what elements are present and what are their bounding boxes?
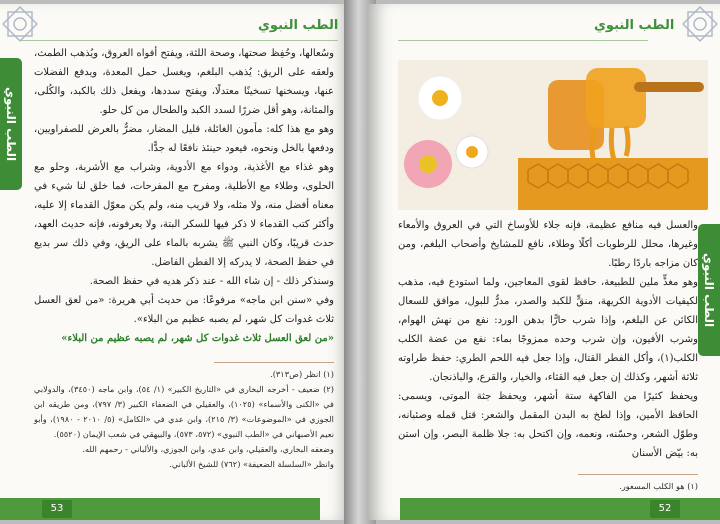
footnote: (٢) ضعيف - أخرجه البخاري في «التاريخ الكبير» (١/ ٥٤)، وابن ماجه (٣٤٥٠)، والدولابي في «الكنى والأسماء» (١٠٢٥)، والعقيلي في الضعفاء الكبير (٣/ ٧٩٧)، ومن طريقه ابن الجوزي في «الموضوعات» (٣/ ٢١٥)، وابن عدي في «الكامل» (٥/ ٢٠١٠ - ١٩٨٠)، وأبو نعيم الأصبهاني في «الطب النبوي» (٥٧٢، ٥٧٣)، والبيهقي في شعب الإيمان (٥٥٢٠). <box>34 384 334 439</box>
honey-photo <box>398 60 708 210</box>
paragraph: وهو غذاء مع الأغذية، ودواء مع الأدوية، وشراب مع الأشربة، وحلو مع الحلوى، وطلاء مع الأطلية، ومفرح مع المفرحات، فما خلق لنا شيء في معناه أفضل منه، ولا مثله، ولا قريب منه، ولم يكن معوّل القدماء إلا عليه، وأكثر كتب القدماء لا ذكر فيها للسكر البتة، ولا يعرفونه، فإنه حديث العهد، حدث قريبًا، وكان النبي ﷺ يشربه بالماء على الريق، وفي ذلك سر بديع في حفظ الصحة، لا يدركه إلا الفطن الفاضل. <box>34 162 334 268</box>
body-text <box>34 44 334 348</box>
footnotes <box>34 358 334 472</box>
paragraph: والعسل فيه منافع عظيمة، فإنه جلاء للأوساخ التي في العروق والأمعاء وغيرها، محلل للرطوبات أكلًا وطلاء، نافع للمشايخ وأصحاب البلغم، ومن كان مزاجه باردًا رطبًا. <box>398 220 698 269</box>
page-number: 53 <box>42 500 72 518</box>
footnote: وانظر «السلسلة الضعيفة» (٧٦٢) للشيخ الألباني. <box>169 459 334 469</box>
side-tab: الطب النبوي <box>698 224 720 356</box>
footnote: وضعفه البخاري، والعقيلي، وابن عدي، وابن الجوزي، والألباني - رحمهم الله. <box>82 444 334 454</box>
running-title: الطب النبوي <box>258 18 339 33</box>
footnote: (١) هو الكلب المسعور. <box>619 481 698 491</box>
paragraph: ويحفظ كثيرًا من الفاكهة ستة أشهر، ويحفظ جثة الموتى، ويسمى: الحافظ الأمين، وإذا لطخ به البدن المقمل والشعر: قتل قمله وصئبانه، وطوّل الشعر، وحسّنه، ونعمه، وإن اكتحل به: جلا ظلمة البصر، وإن استن به: بيّض الأسنان <box>398 391 698 459</box>
footnote: (١) انظر (ص٣١٣). <box>270 369 334 379</box>
footnotes <box>398 470 698 494</box>
footnote-rule <box>214 362 334 363</box>
running-title: الطب النبوي <box>594 18 675 33</box>
paragraph: وهو مغذٍّ ملين للطبيعة، حافظ لقوى المعاجين، ولما استودع فيه، مذهب لكيفيات الأدوية الكريهة، منقٍّ للكبد والصدر، مدرٌّ للبول، موافق للسعال الكائن عن البلغم، وإذا شرب حارًّا بدهن الورد: نفع من نهش الهوام، وشرب الأفيون، وإن شرب وحده ممزوجًا بماء: نفع من عضة الكلب الكلب(١)، وأكل الفطر القتال، وإذا جعل فيه اللحم الطري: حفظ طراوته ثلاثة أشهر، وكذلك إن جعل فيه القثاء، والخيار، والقرع، والباذنجان. <box>398 277 698 383</box>
header-rule <box>20 40 338 41</box>
paragraph: وسُعالها، وحُفِظ صحتها، وصحة اللثة، ويفتح أفواه العروق، ويُذهب الطمث، ولعقه على الريق: يُذهب البلغم، ويغسل حمل المعدة، ويدفع الفضلات عنها، ويسخنها تسخينًا معتدلًا، ويفتح سددها، ويفعل ذلك بالكبد، والكُلى، والمثانة، وهو أقل ضررًا لسدد الكبد والطحال من كل حلو. <box>34 48 334 116</box>
paragraph: وسنذكر ذلك - إن شاء الله - عند ذكر هديه في حفظ الصحة. <box>89 276 334 287</box>
left-page <box>0 4 352 520</box>
paragraph: وهو مع هذا كله: مأمون الغائلة، قليل المضار، مضرٌّ بالعرض للصفراويين، ودفعها بالخل ونحوه، فيعود حينئذ نافعًا له جدًّا. <box>34 124 334 154</box>
header-rule <box>398 40 648 41</box>
islamic-ornament-icon <box>680 4 720 44</box>
page-number: 52 <box>650 500 680 518</box>
footnote-rule <box>578 474 698 475</box>
body-text <box>398 216 698 463</box>
hadith-highlight: «من لعق العسل ثلاث غدوات كل شهر، لم يصبه عظيم من البلاء» <box>61 333 334 344</box>
islamic-ornament-icon <box>0 4 40 44</box>
right-page <box>368 4 720 520</box>
paragraph: وفي «سنن ابن ماجه» مرفوعًا: من حديث أبي هريرة: «من لعق العسل ثلاث غدوات كل شهر، لم يصبه عظيم من البلاء». <box>34 295 334 325</box>
side-tab: الطب النبوي <box>0 58 22 190</box>
